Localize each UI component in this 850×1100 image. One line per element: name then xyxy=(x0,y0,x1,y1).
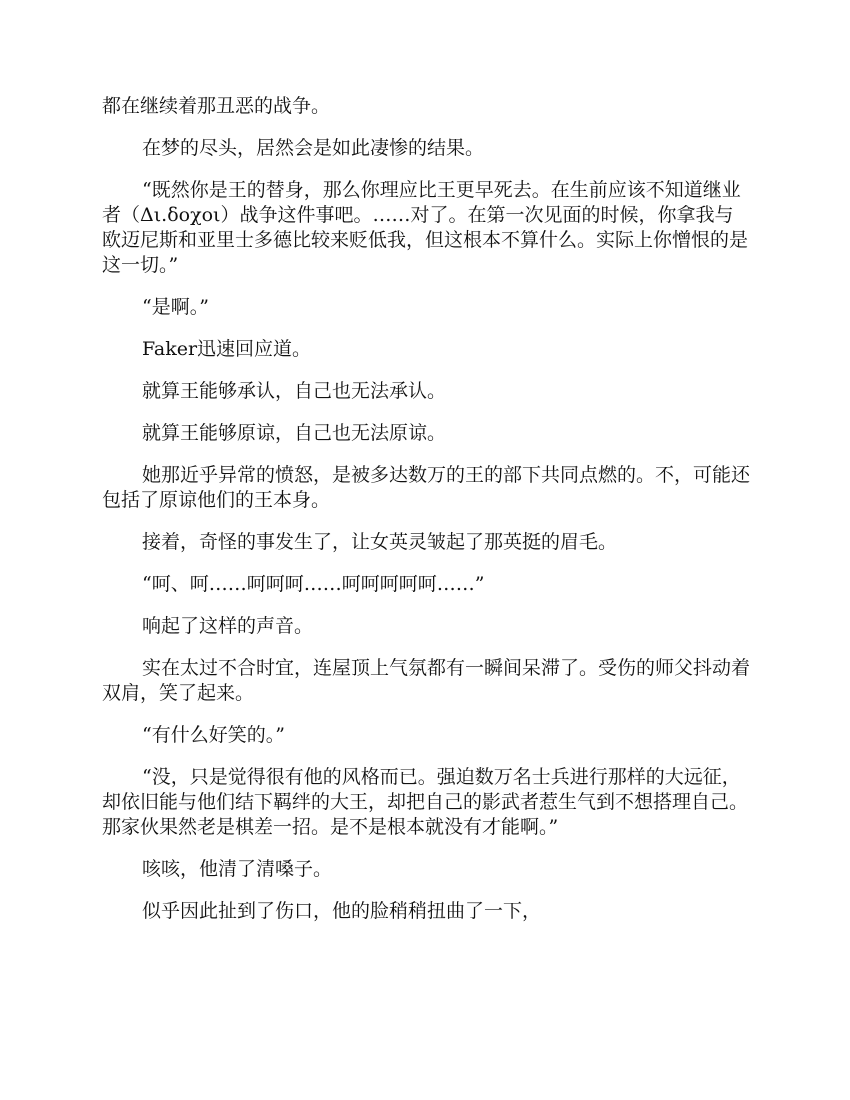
paragraph-dialogue: “有什么好笑的。” xyxy=(142,724,285,746)
paragraph-dialogue: “呵、呵……呵呵呵……呵呵呵呵呵……” xyxy=(142,573,485,595)
paragraph: Faker迅速回应道。 xyxy=(142,338,312,360)
paragraph: 似乎因此扯到了伤口，他的脸稍稍扭曲了一下， xyxy=(142,900,542,922)
paragraph: 就算王能够承认，自己也无法承认。 xyxy=(142,380,447,402)
paragraph: 就算王能够原谅，自己也无法原谅。 xyxy=(142,422,447,444)
paragraph-continuation: 都在继续着那丑恶的战争。 xyxy=(102,95,331,117)
paragraph-dialogue: “是啊。” xyxy=(142,296,209,318)
paragraph-dialogue: “没，只是觉得很有他的风格而已。强迫数万名士兵进行那样的大远征，却依旧能与他们结下羁绊的大王，却把自己的影武者惹生气到不想搭理自己。那家伙果然老是棋差一招。是不是根本就没有才能啊。” xyxy=(102,766,749,838)
paragraph: 响起了这样的声音。 xyxy=(142,615,314,637)
paragraph-dialogue: “既然你是王的替身，那么你理应比王更早死去。在生前应该不知道继业者（Δι.δοχοι）战争这件事吧。……对了。在第一次见面的时候，你拿我与欧迈尼斯和亚里士多德比较来贬低我，但这根本不算什么。实际上你憎恨的是这一切。” xyxy=(102,179,749,276)
paragraph: 实在太过不合时宜，连屋顶上气氛都有一瞬间呆滞了。受伤的师父抖动着双肩，笑了起来。 xyxy=(102,657,751,704)
paragraph: 在梦的尽头，居然会是如此凄惨的结果。 xyxy=(142,137,485,159)
paragraph: 接着，奇怪的事发生了，让女英灵皱起了那英挺的眉毛。 xyxy=(142,531,618,553)
paragraph: 咳咳，他清了清嗓子。 xyxy=(142,858,333,880)
paragraph: 她那近乎异常的愤怒，是被多达数万的王的部下共同点燃的。不，可能还包括了原谅他们的王本身。 xyxy=(102,464,751,511)
document-body xyxy=(102,94,750,941)
